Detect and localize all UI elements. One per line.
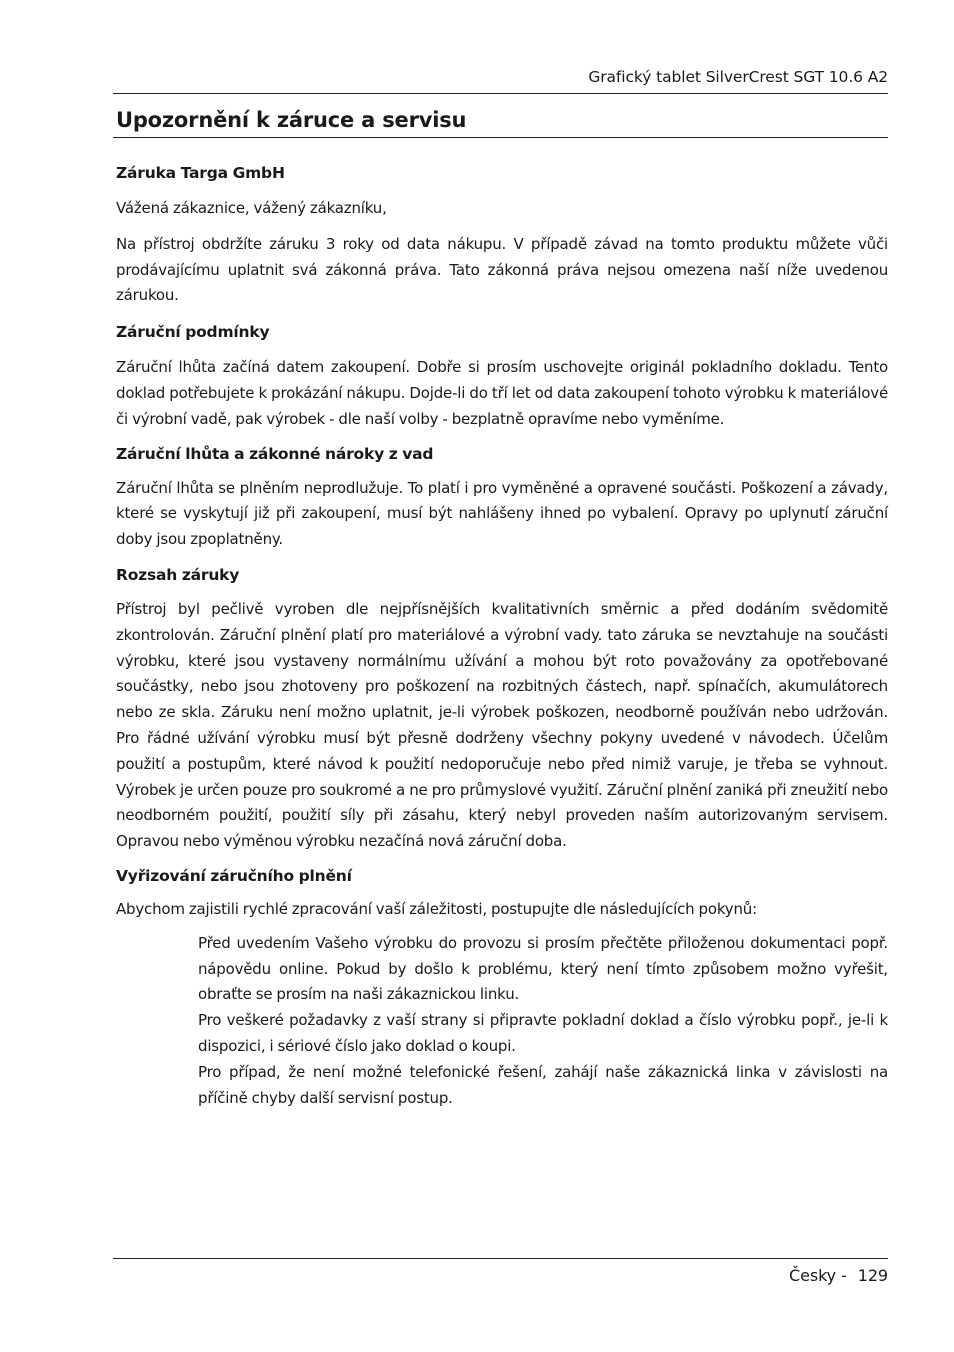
footer-language: Česky (789, 1266, 837, 1285)
header-divider (113, 93, 888, 94)
section-title: Upozornění k záruce a servisu (116, 108, 467, 132)
handling-step: Pro veškeré požadavky z vaší strany si připravte pokladní doklad a číslo výrobku popř., je-li k dispozici, i sériové číslo jako doklad o koupi. (198, 1011, 888, 1055)
scope-paragraph: Přístroj byl pečlivě vyroben dle nejpřísnějších kvalitativních směrnic a před dodáním svědomitě zkontrolován. Záruční plnění platí pro materiálové a výrobní vady. tato záruka se nevztahuje na součásti výrobku, které jsou vystaveny normálnímu užívání a mohou být roto považovány za opotřebované součástky, nebo jsou zhotoveny pro poškození na rozbitných částech, např. spínačích, akumulátorech nebo ze skla. Záruku není možno uplatnit, je-li výrobek poškozen, neodborně používán nebo udržován. Pro řádné užívání výrobku musí být přesně dodrženy všechny pokyny uvedené v návodech. Účelům použití a postupům, které návod k použití nedoporučuje nebo před nimiž varuje, je třeba se vyhnout. Výrobek je určen pouze pro soukromé a ne pro průmyslové využití. Záruční plnění zaniká při zneužití nebo neodborném použití, použití síly při zásahu, který nebyl proveden naším autorizovaným servisem. Opravou nebo výměnou výrobku nezačíná nová záruční doba. (116, 599, 888, 851)
handling-step: Před uvedením Vašeho výrobku do provozu si prosím přečtěte přiloženou dokumentaci popř. nápovědu online. Pokud by došlo k problému, který není tímto způsobem možno vyřešit, obraťte se prosím na naši zákaznickou linku. (198, 933, 888, 1004)
page-footer (113, 1264, 888, 1288)
greeting-paragraph: Vážená zákaznice, vážený zákazníku, (116, 199, 387, 217)
footer-separator: - (841, 1266, 847, 1285)
footer-divider (113, 1258, 888, 1259)
conditions-paragraph: Záruční lhůta začíná datem zakoupení. Dobře si prosím uschovejte originál pokladního dokladu. Tento doklad potřebujete k prokázání nákupu. Dojde-li do tří let od data zakoupení tohoto výrobku k materiálové či výrobní vadě, pak výrobek - dle naší volby - bezplatně opravíme nebo vyměníme. (116, 358, 888, 428)
title-divider (113, 137, 888, 138)
heading-warranty-conditions: Záruční podmínky (116, 323, 270, 342)
handling-intro-paragraph: Abychom zajistili rychlé zpracování vaší záležitosti, postupujte dle následujících pokynů: (116, 899, 757, 918)
heading-warranty-period: Záruční lhůta a zákonné nároky z vad (116, 444, 434, 463)
handling-steps-list (116, 931, 888, 1112)
heading-warranty-scope: Rozsah záruky (116, 565, 240, 584)
heading-warranty-handling: Vyřizování záručního plnění (116, 866, 352, 885)
intro-paragraph: Na přístroj obdržíte záruku 3 roky od data nákupu. V případě závad na tomto produktu můžete vůči prodávajícímu uplatnit svá zákonná práva. Tato zákonná práva nejsou omezena naší níže uvedenou zárukou. (116, 234, 888, 305)
document-body (116, 160, 888, 1111)
running-header: Grafický tablet SilverCrest SGT 10.6 A2 (588, 68, 888, 86)
heading-warranty-provider: Záruka Targa GmbH (116, 164, 285, 182)
handling-step: Pro případ, že není možné telefonické řešení, zahájí naše zákaznická linka v závislosti na příčině chyby další servisní postup. (198, 1062, 888, 1107)
page-number: 129 (857, 1266, 888, 1285)
period-paragraph: Záruční lhůta se plněním neprodlužuje. To platí i pro vyměněné a opravené součásti. Poškození a závady, které se vyskytují již při zakoupení, musí být nahlášeny ihned po vybalení. Opravy po uplynutí záruční doby jsou zpoplatněny. (116, 478, 888, 549)
